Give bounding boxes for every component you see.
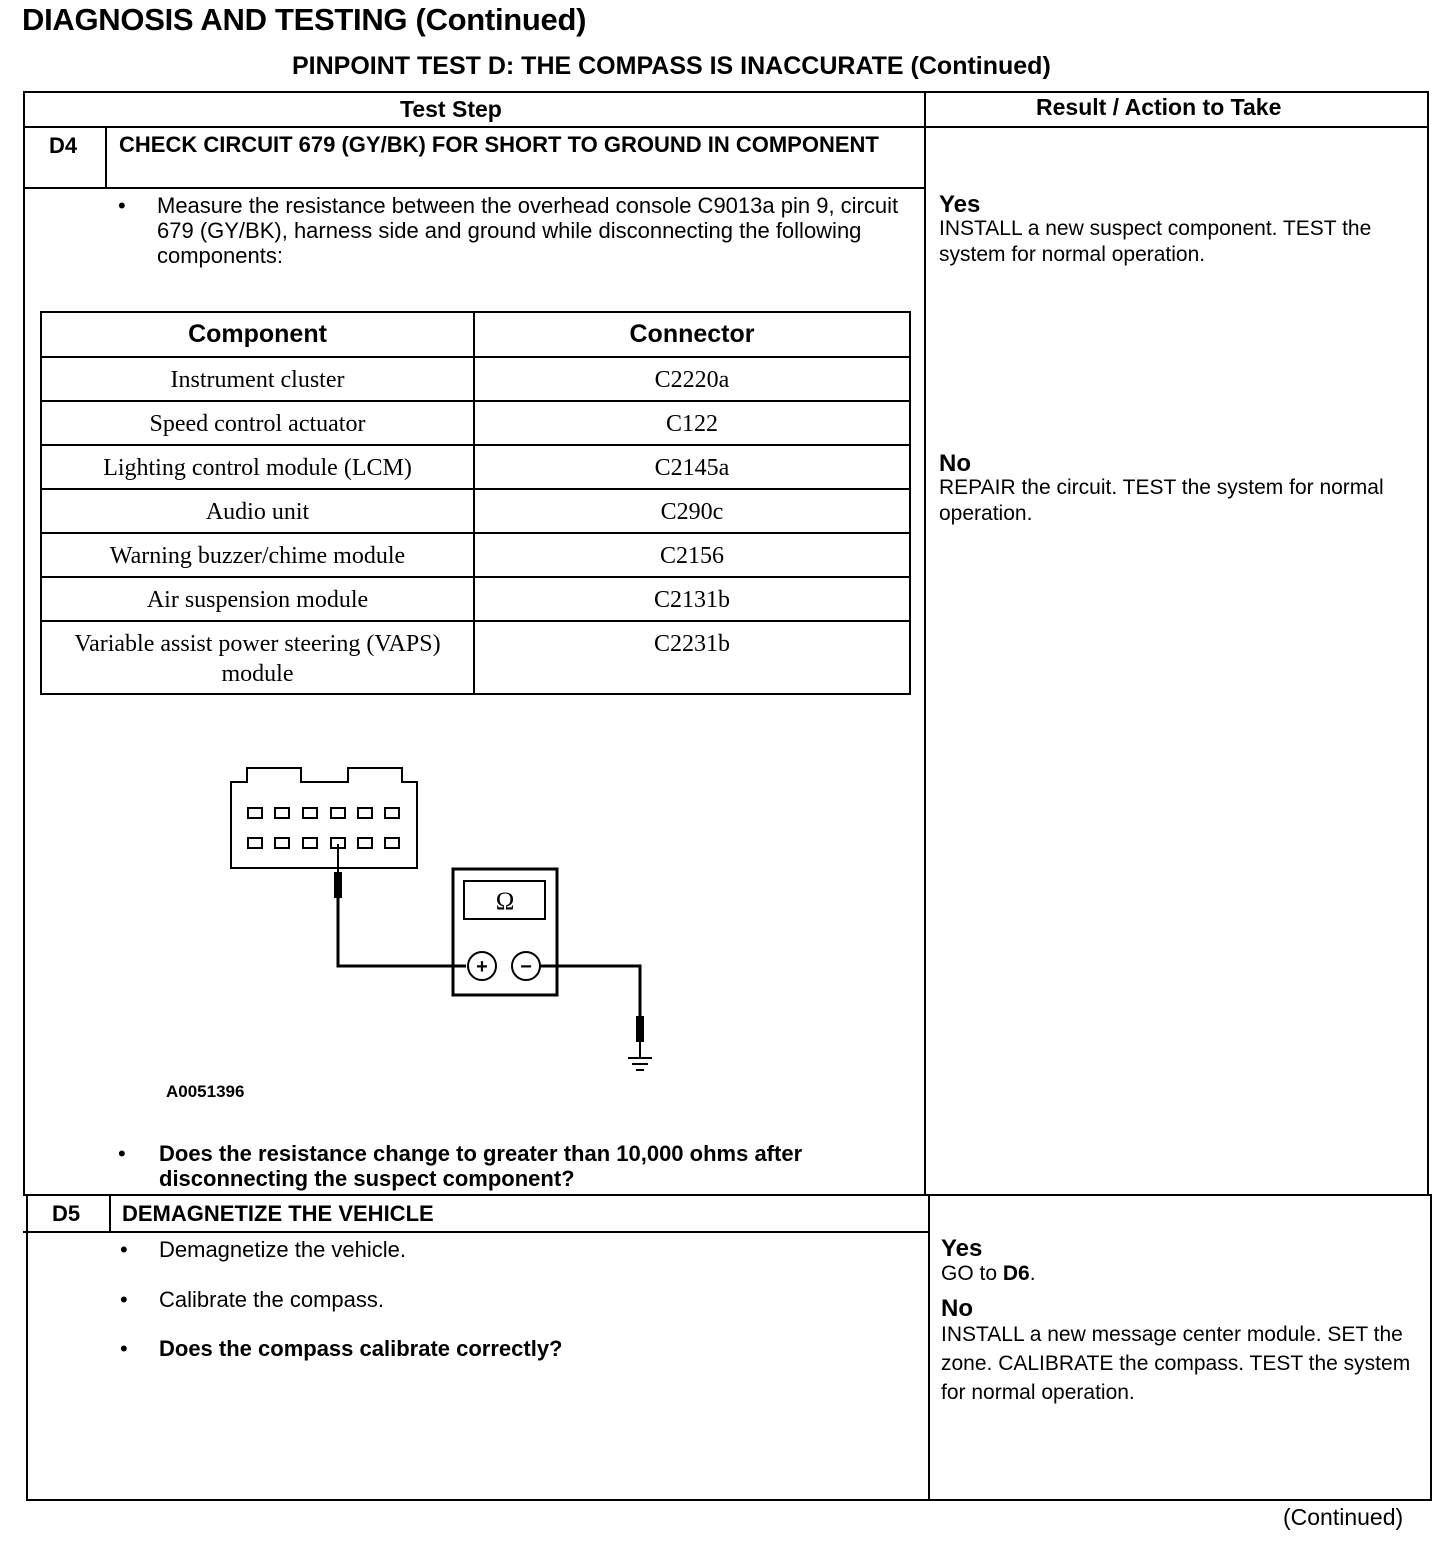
- d5-bullet-marker-3: •: [120, 1336, 128, 1361]
- component-table-header-row: [42, 313, 909, 358]
- table-row: [42, 490, 909, 534]
- d5-bullet-marker-1: •: [120, 1237, 128, 1262]
- d5-yes-suffix: .: [1029, 1262, 1036, 1285]
- table-left-border-upper: [23, 91, 25, 1195]
- component-cell: Air suspension module: [42, 578, 475, 620]
- d5-instruction-2: Calibrate the compass.: [159, 1287, 384, 1312]
- table-row: [42, 358, 909, 402]
- connector-pins-bottom-row: [248, 838, 399, 848]
- d5-yes-step-ref: D6: [1002, 1262, 1030, 1285]
- continued-footer: (Continued): [1283, 1504, 1404, 1530]
- table-right-border-upper: [1427, 91, 1429, 1195]
- d4-step-id: D4: [49, 133, 78, 158]
- d5-instruction-1: Demagnetize the vehicle.: [159, 1237, 407, 1262]
- d5-yes-prefix: GO to: [941, 1262, 1003, 1285]
- table-row: [42, 534, 909, 578]
- header-test-step: Test Step: [400, 96, 502, 122]
- d4-yes-label: Yes: [939, 191, 981, 218]
- pinpoint-test-title: PINPOINT TEST D: THE COMPASS IS INACCURATE (Continued): [292, 52, 1051, 80]
- component-column-header: Component: [42, 313, 475, 356]
- table-bottom-border: [26, 1499, 1432, 1501]
- table-right-border-lower: [1430, 1194, 1432, 1501]
- table-row: [42, 402, 909, 446]
- figure-id: A0051396: [166, 1082, 245, 1101]
- d4-id-divider: [105, 126, 107, 188]
- component-cell: Lighting control module (LCM): [42, 446, 475, 488]
- component-cell: Variable assist power steering (VAPS) module: [42, 622, 475, 693]
- table-row: [42, 446, 909, 490]
- component-cell: Warning buzzer/chime module: [42, 534, 475, 576]
- d5-step-id: D5: [52, 1201, 81, 1226]
- connector-cell: C2231b: [653, 631, 730, 657]
- d4-instruction: Measure the resistance between the overhead console C9013a pin 9, circuit 679 (GY/BK), harness side and ground while disconnecting the following components:: [157, 193, 899, 268]
- d4-yes-action: INSTALL a new suspect component. TEST the system for normal operation.: [939, 217, 1372, 266]
- component-cell: Instrument cluster: [42, 358, 475, 400]
- plus-terminal-icon: +: [476, 956, 488, 978]
- d5-no-action: INSTALL a new message center module. SET the zone. CALIBRATE the compass. TEST the system for normal operation.: [941, 1323, 1411, 1404]
- table-left-border-lower: [26, 1194, 28, 1501]
- d5-step-title: DEMAGNETIZE THE VEHICLE: [122, 1201, 434, 1226]
- d5-title-bottom-border: [23, 1231, 930, 1233]
- d4-no-label: No: [939, 450, 971, 477]
- connector-cell: C2156: [659, 543, 724, 569]
- positive-test-lead: [334, 844, 466, 966]
- d4-bottom-border: [23, 1194, 1432, 1196]
- ohm-symbol-icon: Ω: [495, 888, 515, 915]
- document-title: DIAGNOSIS AND TESTING (Continued): [22, 2, 587, 37]
- table-top-border: [23, 91, 1429, 93]
- connector-cell: C2220a: [654, 367, 730, 393]
- column-divider-upper: [924, 91, 926, 1195]
- d5-question: Does the compass calibrate correctly?: [159, 1336, 563, 1361]
- connector-column-header: Connector: [629, 320, 755, 348]
- d4-title-bottom-border: [23, 187, 926, 189]
- d4-no-action: REPAIR the circuit. TEST the system for normal operation.: [939, 476, 1384, 525]
- connector-cell: C2131b: [653, 587, 730, 613]
- component-cell: Speed control actuator: [42, 402, 475, 444]
- column-divider-lower: [928, 1194, 930, 1501]
- d5-no-label: No: [941, 1295, 973, 1322]
- table-row: [42, 622, 909, 693]
- connector-pins-top-row: [248, 808, 399, 818]
- ground-icon: [628, 1058, 652, 1070]
- d4-step-title: CHECK CIRCUIT 679 (GY/BK) FOR SHORT TO GROUND IN COMPONENT: [119, 132, 879, 157]
- header-bottom-border: [23, 126, 1429, 128]
- component-cell: Audio unit: [42, 490, 475, 532]
- ohmmeter-connection-diagram: [220, 760, 670, 1080]
- d5-yes-action: [941, 1261, 1036, 1287]
- component-connector-table: [40, 311, 911, 695]
- connector-cell: C122: [665, 411, 718, 437]
- table-row: [42, 578, 909, 622]
- minus-terminal-icon: −: [520, 956, 532, 978]
- d5-bullet-marker-2: •: [120, 1287, 128, 1312]
- d4-bullet-marker: •: [118, 193, 126, 218]
- d5-yes-label: Yes: [941, 1235, 983, 1262]
- connector-cell: C290c: [660, 499, 724, 525]
- d4-question: Does the resistance change to greater than 10,000 ohms after disconnecting the suspect component?: [159, 1141, 803, 1191]
- d5-id-divider: [109, 1194, 111, 1232]
- d4-question-bullet-marker: •: [118, 1141, 126, 1166]
- header-result-action: Result / Action to Take: [1036, 94, 1282, 120]
- connector-cell: C2145a: [654, 455, 730, 481]
